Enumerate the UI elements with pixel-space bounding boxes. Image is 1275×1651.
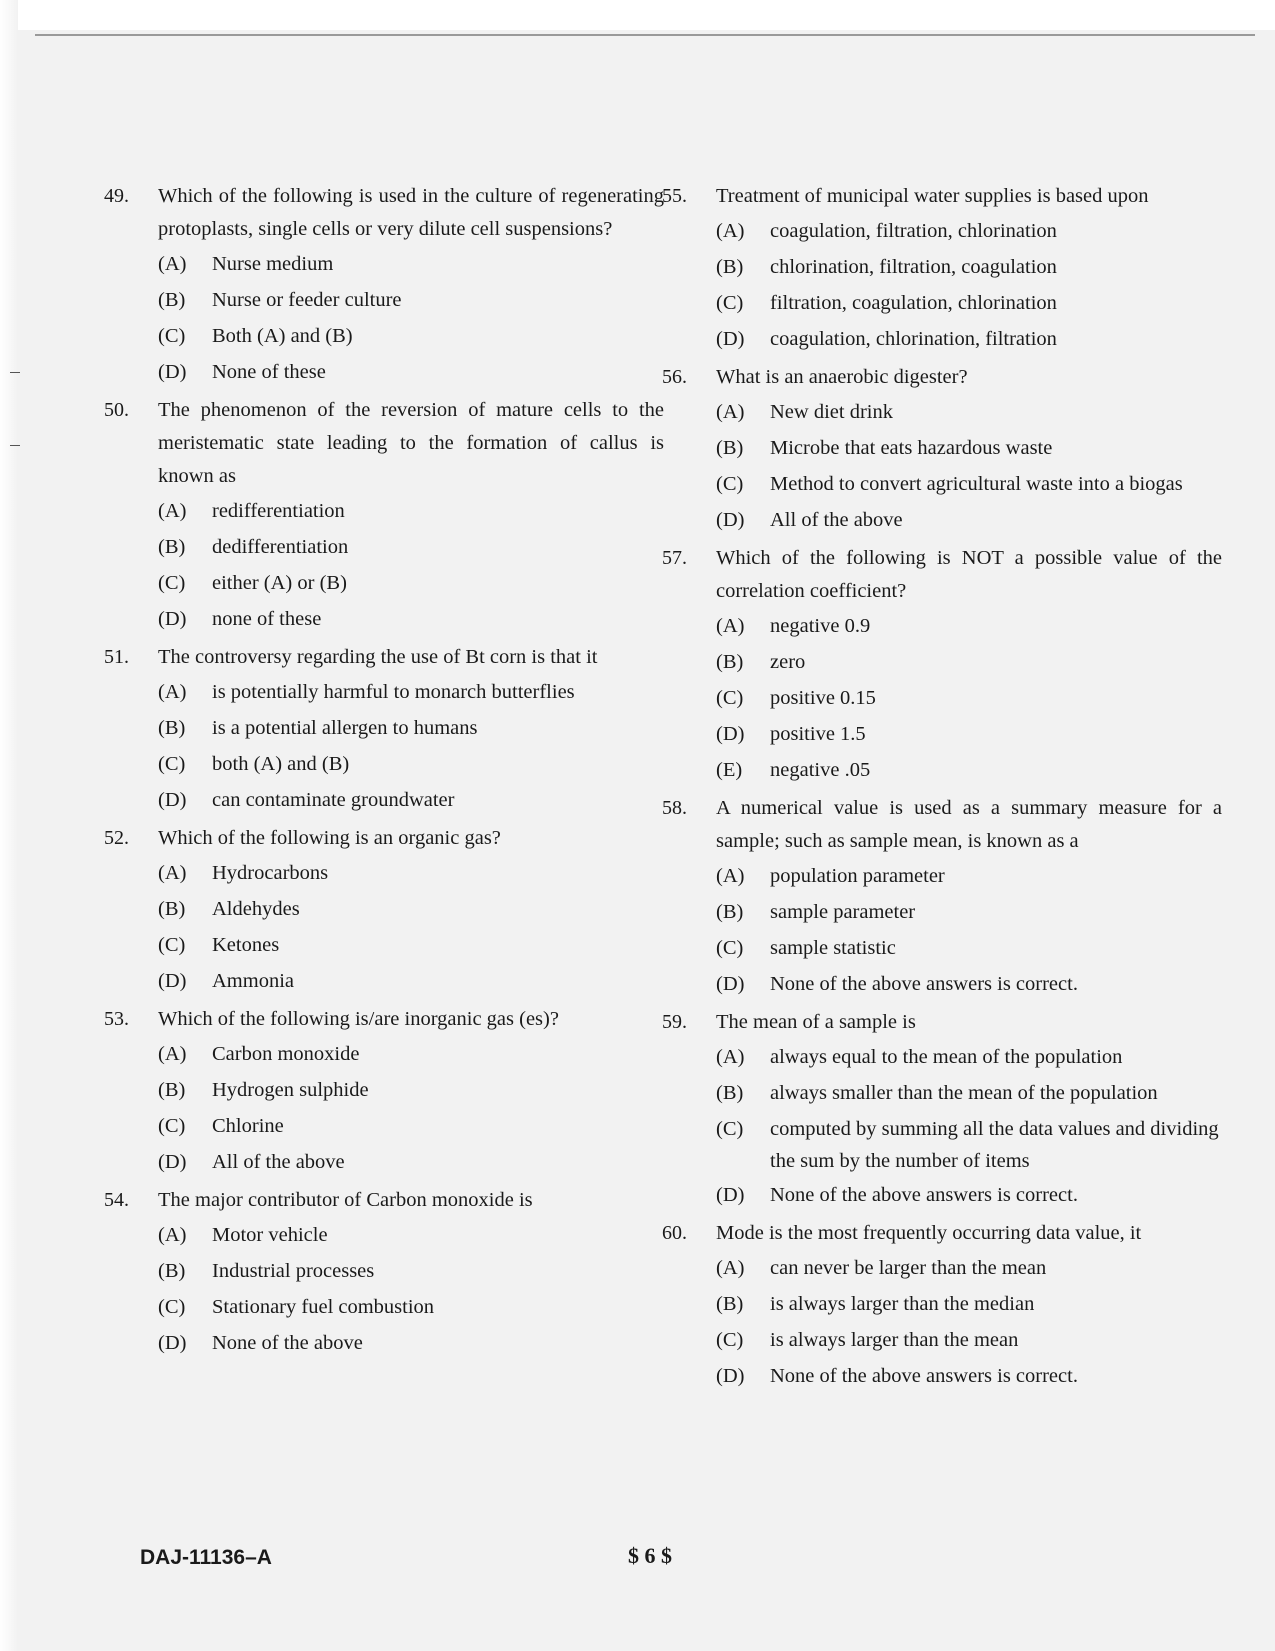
option-label: (A) (158, 681, 187, 703)
options-list (158, 674, 664, 818)
answer-option (158, 318, 664, 354)
options-list (158, 246, 664, 390)
options-list (716, 394, 1222, 538)
answer-option (716, 1322, 1222, 1358)
option-text: None of the above (212, 1332, 363, 1354)
option-label: (C) (716, 473, 744, 495)
answer-option (716, 894, 1222, 930)
question-number: 49. (104, 185, 129, 207)
option-label: (D) (158, 789, 187, 811)
option-label: (A) (716, 401, 745, 423)
option-text: Hydrogen sulphide (212, 1079, 369, 1101)
option-label: (C) (716, 1329, 744, 1351)
option-label: (D) (158, 1151, 187, 1173)
option-text: Ammonia (212, 970, 294, 992)
answer-option (158, 855, 664, 891)
question-text: Which of the following is used in the culture of regenerating protoplasts, single cells or very dilute cell suspensions? (158, 185, 664, 240)
option-text: can contaminate groundwater (212, 789, 455, 811)
options-list (716, 858, 1222, 1002)
option-text: is always larger than the mean (770, 1329, 1019, 1351)
answer-option (158, 493, 664, 529)
option-label: (A) (716, 615, 745, 637)
answer-option (716, 213, 1222, 249)
option-text: both (A) and (B) (212, 753, 350, 775)
option-label: (B) (158, 898, 186, 920)
answer-option (158, 565, 664, 601)
answer-option (716, 1177, 1222, 1213)
option-label: (B) (716, 1082, 744, 1104)
question-number: 54. (104, 1189, 129, 1211)
option-text: Aldehydes (212, 898, 300, 920)
margin-tick (10, 372, 20, 373)
option-label: (B) (158, 1079, 186, 1101)
option-text: dedifferentiation (212, 536, 349, 558)
option-text: Chlorine (212, 1115, 284, 1137)
question-text: Treatment of municipal water supplies is based upon (716, 185, 1149, 207)
option-text: Ketones (212, 934, 280, 956)
question-block (104, 180, 664, 390)
option-label: (B) (716, 651, 744, 673)
option-text: positive 1.5 (770, 723, 866, 745)
option-text: filtration, coagulation, chlorination (770, 292, 1057, 314)
page-number: $ 6 $ (628, 1543, 672, 1568)
answer-option (158, 282, 664, 318)
option-label: (A) (158, 500, 187, 522)
scan-top-edge (0, 0, 1275, 30)
answer-option (158, 354, 664, 390)
option-label: (C) (716, 937, 744, 959)
option-label: (B) (716, 437, 744, 459)
option-label: (A) (716, 220, 745, 242)
question-block (662, 1006, 1222, 1213)
option-label: (E) (716, 759, 743, 781)
page-top-rule (35, 34, 1255, 36)
option-label: (C) (716, 292, 744, 314)
option-label: (A) (158, 1224, 187, 1246)
option-label: (A) (158, 1043, 187, 1065)
question-block (662, 542, 1222, 788)
options-list (158, 1036, 664, 1180)
answer-option (716, 608, 1222, 644)
option-text: Motor vehicle (212, 1224, 328, 1246)
option-label: (B) (716, 1293, 744, 1315)
option-text: None of the above answers is correct. (770, 1184, 1078, 1206)
option-label: (D) (716, 509, 745, 531)
option-text: sample parameter (770, 901, 916, 923)
question-number: 52. (104, 827, 129, 849)
answer-option (716, 321, 1222, 357)
option-text: Carbon monoxide (212, 1043, 360, 1065)
option-text: none of these (212, 608, 322, 630)
option-text: Nurse or feeder culture (212, 289, 402, 311)
question-number: 55. (662, 185, 687, 207)
answer-option (716, 966, 1222, 1002)
question-number: 56. (662, 366, 687, 388)
option-text: None of these (212, 361, 326, 383)
option-text: Hydrocarbons (212, 862, 329, 884)
answer-option (158, 1144, 664, 1180)
option-text: computed by summing all the data values and dividing the sum by the number of items (770, 1118, 1219, 1172)
option-label: (C) (158, 325, 186, 347)
answer-option (158, 891, 664, 927)
option-label: (C) (158, 1115, 186, 1137)
option-text: negative 0.9 (770, 615, 871, 637)
question-text: What is an anaerobic digester? (716, 366, 968, 388)
option-text: negative .05 (770, 759, 871, 781)
answer-option (716, 394, 1222, 430)
answer-option (158, 601, 664, 637)
answer-option (716, 430, 1222, 466)
question-block (104, 1003, 664, 1180)
option-label: (A) (716, 1046, 745, 1068)
answer-option (158, 1108, 664, 1144)
question-number: 51. (104, 646, 129, 668)
option-text: All of the above (770, 509, 903, 531)
answer-option (158, 710, 664, 746)
question-number: 50. (104, 399, 129, 421)
options-list (716, 1039, 1222, 1213)
answer-option (158, 746, 664, 782)
answer-option (716, 1286, 1222, 1322)
question-number: 59. (662, 1011, 687, 1033)
option-text: always equal to the mean of the population (770, 1046, 1123, 1068)
answer-option (716, 466, 1222, 502)
option-label: (D) (158, 1332, 187, 1354)
answer-option (716, 644, 1222, 680)
question-block (104, 822, 664, 999)
option-label: (B) (716, 901, 744, 923)
option-text: zero (770, 651, 806, 673)
option-label: (A) (158, 253, 187, 275)
options-list (158, 1217, 664, 1361)
option-text: is potentially harmful to monarch butterflies (212, 681, 575, 703)
question-text: The controversy regarding the use of Bt corn is that it (158, 646, 598, 668)
question-block (662, 180, 1222, 357)
options-list (716, 1250, 1222, 1394)
answer-option (158, 1289, 664, 1325)
option-label: (D) (716, 1365, 745, 1387)
paper-code: DAJ-11136–A (140, 1546, 272, 1569)
question-text: Which of the following is NOT a possible value of the correlation coefficient? (716, 547, 1222, 602)
answer-option (716, 1358, 1222, 1394)
option-text: None of the above answers is correct. (770, 1365, 1078, 1387)
answer-option (716, 858, 1222, 894)
question-number: 53. (104, 1008, 129, 1030)
option-label: (D) (716, 723, 745, 745)
option-label: (D) (158, 970, 187, 992)
answer-option (716, 680, 1222, 716)
option-label: (B) (158, 289, 186, 311)
question-block (104, 641, 664, 818)
option-text: coagulation, filtration, chlorination (770, 220, 1057, 242)
option-text: Industrial processes (212, 1260, 375, 1282)
answer-option (158, 782, 664, 818)
left-question-column (104, 180, 664, 1365)
answer-option (716, 752, 1222, 788)
answer-option (716, 285, 1222, 321)
question-block (662, 361, 1222, 538)
option-text: positive 0.15 (770, 687, 876, 709)
option-text: always smaller than the mean of the population (770, 1082, 1158, 1104)
option-text: redifferentiation (212, 500, 345, 522)
option-label: (D) (158, 361, 187, 383)
answer-option (716, 502, 1222, 538)
answer-option (716, 1039, 1222, 1075)
question-text: Which of the following is/are inorganic gas (es)? (158, 1008, 559, 1030)
option-label: (C) (716, 687, 744, 709)
question-number: 58. (662, 797, 687, 819)
answer-option (716, 1250, 1222, 1286)
option-text: Microbe that eats hazardous waste (770, 437, 1053, 459)
answer-option (158, 1325, 664, 1361)
answer-option (716, 1075, 1222, 1111)
option-text: New diet drink (770, 401, 893, 423)
question-text: Which of the following is an organic gas? (158, 827, 501, 849)
option-label: (C) (158, 934, 186, 956)
answer-option (158, 1072, 664, 1108)
question-block (104, 1184, 664, 1361)
question-text: A numerical value is used as a summary measure for a sample; such as sample mean, is known as a (716, 797, 1222, 852)
question-text: The major contributor of Carbon monoxide is (158, 1189, 533, 1211)
answer-option (716, 1111, 1222, 1177)
scan-left-edge (0, 0, 18, 1651)
option-text: Method to convert agricultural waste into a biogas (770, 473, 1183, 495)
option-label: (A) (716, 865, 745, 887)
option-text: chlorination, filtration, coagulation (770, 256, 1057, 278)
option-label: (A) (158, 862, 187, 884)
answer-option (716, 930, 1222, 966)
option-text: sample statistic (770, 937, 896, 959)
right-question-column (662, 180, 1222, 1398)
option-text: Stationary fuel combustion (212, 1296, 435, 1318)
question-block (104, 394, 664, 637)
answer-option (716, 716, 1222, 752)
options-list (158, 493, 664, 637)
option-label: (B) (158, 717, 186, 739)
answer-option (158, 963, 664, 999)
option-label: (C) (158, 572, 186, 594)
answer-option (716, 249, 1222, 285)
option-text: Both (A) and (B) (212, 325, 353, 347)
options-list (158, 855, 664, 999)
option-label: (B) (158, 536, 186, 558)
option-label: (D) (158, 608, 187, 630)
option-text: is a potential allergen to humans (212, 717, 478, 739)
option-label: (D) (716, 1184, 745, 1206)
option-text: either (A) or (B) (212, 572, 347, 594)
option-text: None of the above answers is correct. (770, 973, 1078, 995)
answer-option (158, 927, 664, 963)
option-text: can never be larger than the mean (770, 1257, 1047, 1279)
option-text: coagulation, chlorination, filtration (770, 328, 1057, 350)
option-text: All of the above (212, 1151, 345, 1173)
option-text: is always larger than the median (770, 1293, 1035, 1315)
option-label: (B) (158, 1260, 186, 1282)
question-block (662, 1217, 1222, 1394)
option-label: (D) (716, 973, 745, 995)
margin-tick (10, 445, 20, 446)
options-list (716, 608, 1222, 788)
options-list (716, 213, 1222, 357)
option-label: (A) (716, 1257, 745, 1279)
question-text: The mean of a sample is (716, 1011, 916, 1033)
option-text: population parameter (770, 865, 945, 887)
option-label: (D) (716, 328, 745, 350)
question-text: Mode is the most frequently occurring data value, it (716, 1222, 1142, 1244)
answer-option (158, 246, 664, 282)
question-number: 57. (662, 547, 687, 569)
answer-option (158, 1217, 664, 1253)
option-label: (C) (716, 1118, 744, 1140)
answer-option (158, 529, 664, 565)
option-label: (C) (158, 1296, 186, 1318)
option-label: (B) (716, 256, 744, 278)
option-text: Nurse medium (212, 253, 334, 275)
question-text: The phenomenon of the reversion of mature cells to the meristematic state leading to the formation of callus is known as (158, 399, 664, 487)
answer-option (158, 674, 664, 710)
answer-option (158, 1036, 664, 1072)
question-number: 60. (662, 1222, 687, 1244)
answer-option (158, 1253, 664, 1289)
option-label: (C) (158, 753, 186, 775)
question-block (662, 792, 1222, 1002)
